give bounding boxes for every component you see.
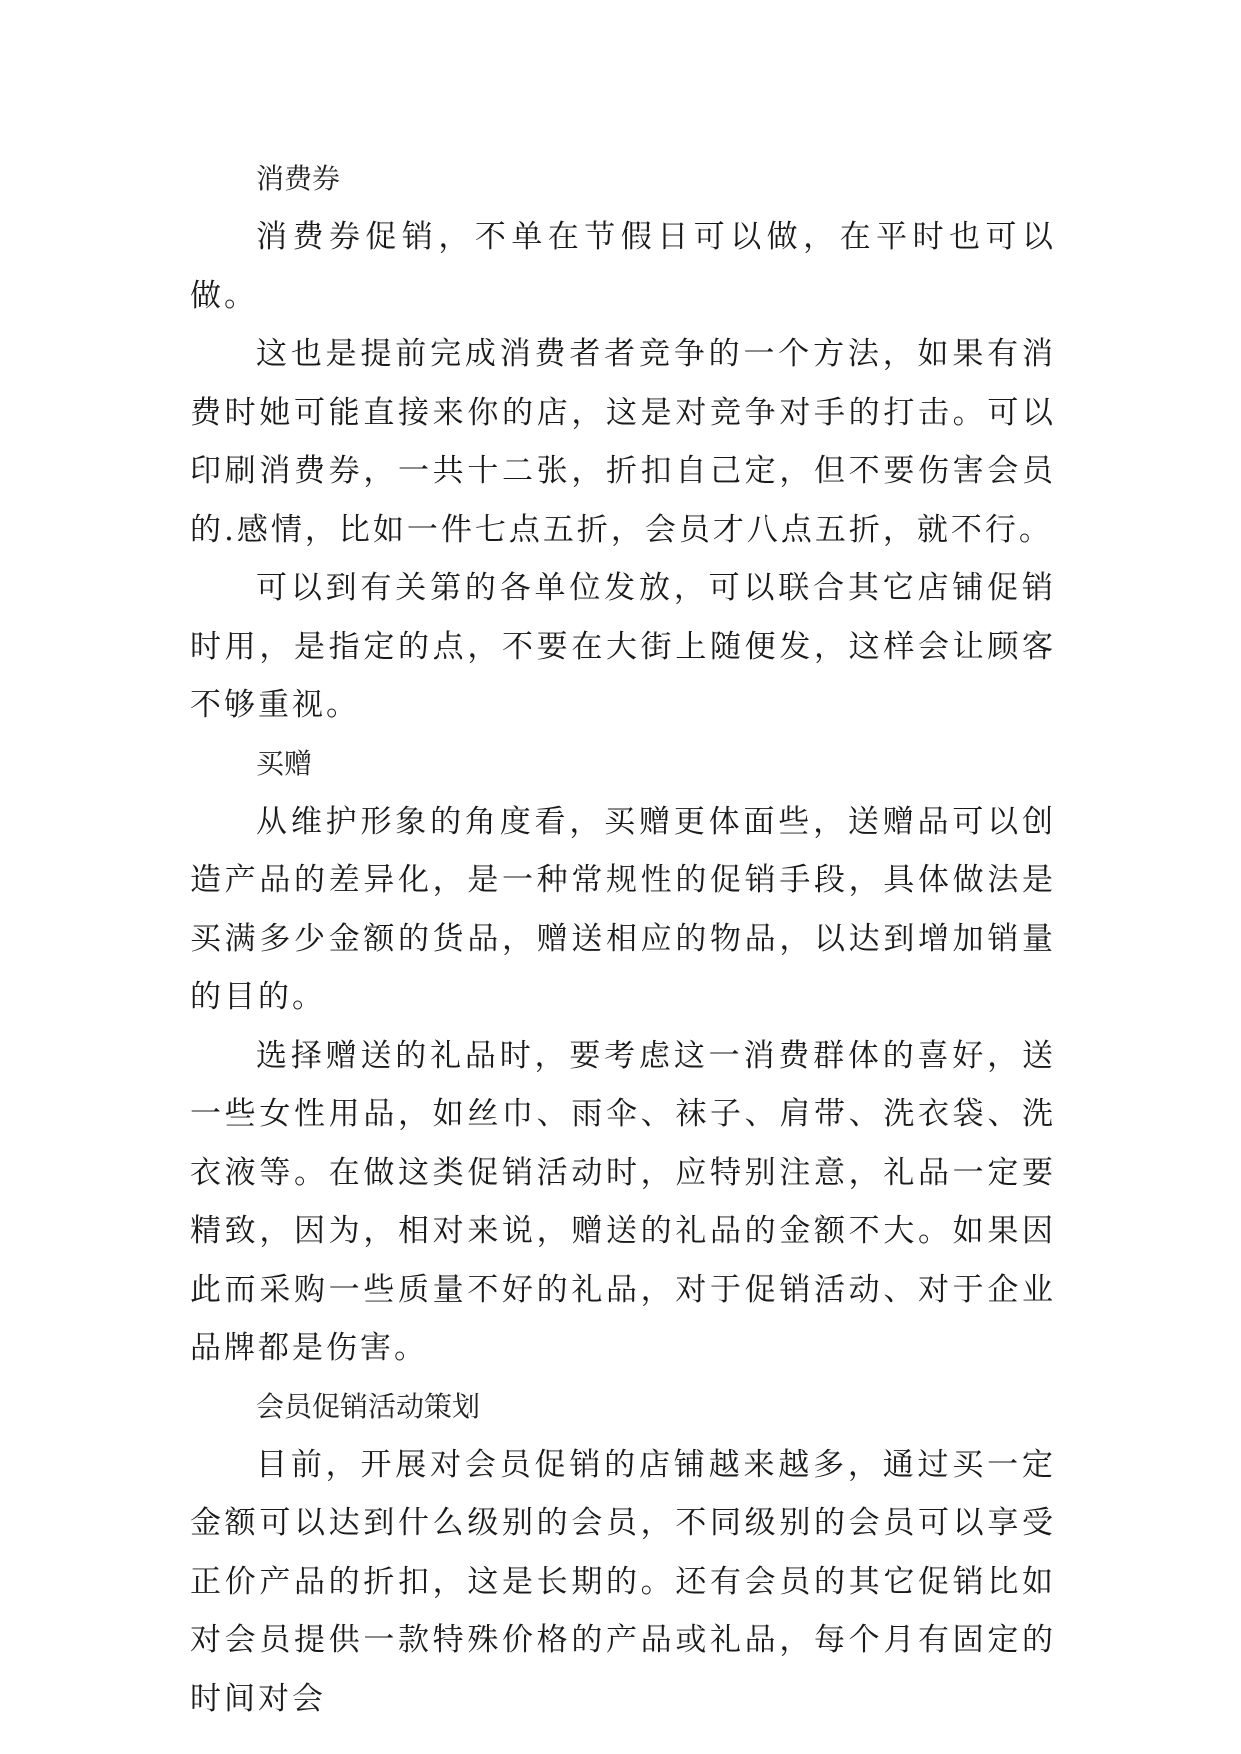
paragraph: 从维护形象的角度看，买赠更体面些，送赠品可以创造产品的差异化，是一种常规性的促销手段，具体做法是买满多少金额的货品，赠送相应的物品，以达到增加销量的目的。	[190, 803, 1056, 1015]
section-heading-gift: 买赠	[256, 746, 313, 780]
paragraph: 消费券促销，不单在节假日可以做，在平时也可以做。	[190, 219, 1056, 314]
paragraph: 可以到有关第的各单位发放，可以联合其它店铺促销时用，是指定的点，不要在大街上随便发，这样会让顾客不够重视。	[190, 570, 1056, 723]
paragraph: 目前，开展对会员促销的店铺越来越多，通过买一定金额可以达到什么级别的会员，不同级别的会员可以享受正价产品的折扣，这是长期的。还有会员的其它促销比如对会员提供一款特殊价格的产品或礼品，每个月有固定的时间对会	[190, 1446, 1056, 1717]
section-heading-coupon: 消费券	[256, 162, 341, 195]
paragraph: 选择赠送的礼品时，要考虑这一消费群体的喜好，送一些女性用品，如丝巾、雨伞、袜子、肩带、洗衣袋、洗衣液等。在做这类促销活动时，应特别注意，礼品一定要精致，因为，相对来说，赠送的礼品的金额不大。如果因此而采购一些质量不好的礼品，对于促销活动、对于企业品牌都是伤害。	[190, 1037, 1056, 1366]
paragraph: 这也是提前完成消费者者竞争的一个方法，如果有消费时她可能直接来你的店，这是对竞争对手的打击。可以印刷消费券，一共十二张，折扣自己定，但不要伤害会员的.感情，比如一件七点五折，会员才八点五折，就不行。	[190, 336, 1056, 548]
document-page	[190, 150, 1056, 1728]
section-heading-member: 会员促销活动策划	[256, 1389, 481, 1423]
